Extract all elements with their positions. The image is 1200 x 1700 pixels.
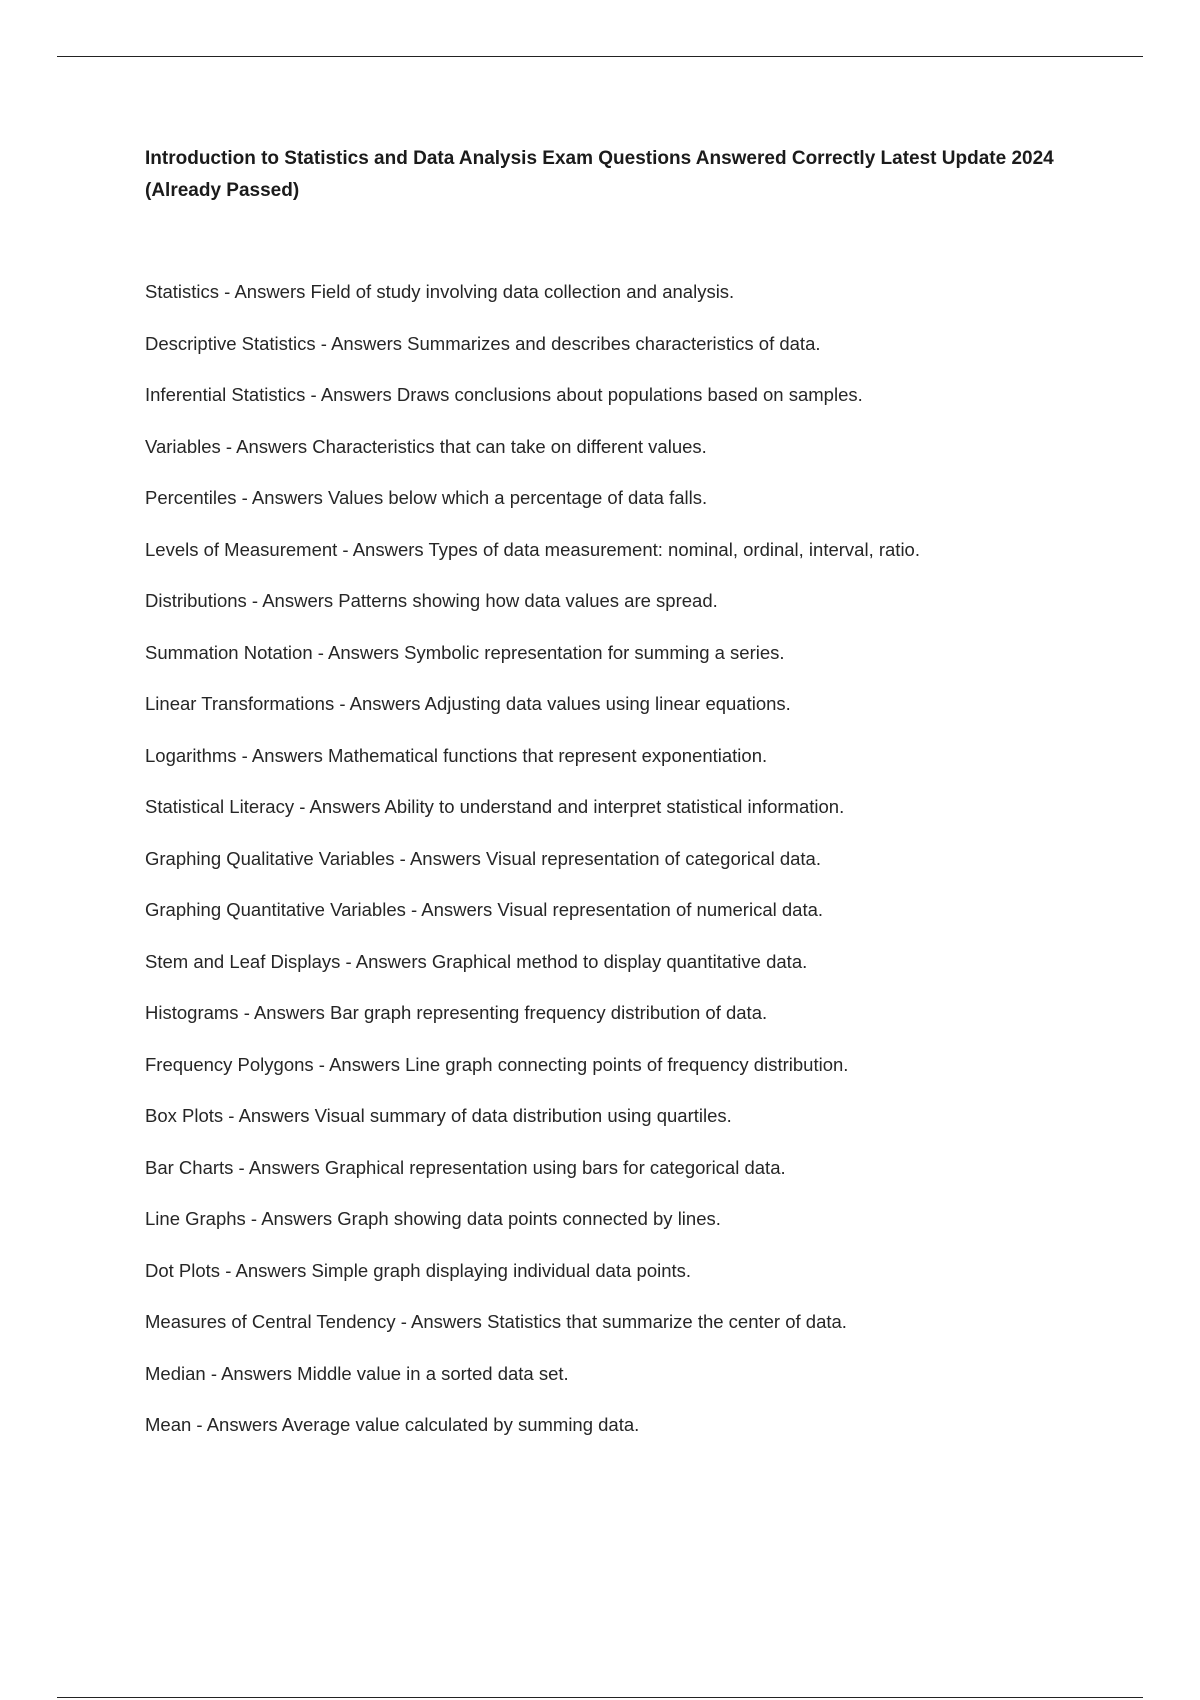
qa-item-statistics: Statistics - Answers Field of study involving data collection and analysis. (145, 281, 735, 302)
qa-item-linear-transformations: Linear Transformations - Answers Adjusting data values using linear equations. (145, 693, 791, 714)
qa-item-inferential-statistics: Inferential Statistics - Answers Draws conclusions about populations based on samples. (145, 384, 863, 405)
footer-rule (57, 1697, 1143, 1698)
qa-item-frequency-polygons: Frequency Polygons - Answers Line graph connecting points of frequency distribution. (145, 1053, 849, 1075)
qa-item-logarithms: Logarithms - Answers Mathematical functions that represent exponentiation. (145, 744, 768, 766)
qa-item-graphing-quantitative-variables: Graphing Quantitative Variables - Answers Visual representation of numerical data. (145, 899, 824, 920)
qa-item-measures-of-central-tendency: Measures of Central Tendency - Answers Statistics that summarize the center of data. (145, 1311, 847, 1332)
qa-item-bar-charts: Bar Charts - Answers Graphical representation using bars for categorical data. (145, 1156, 786, 1178)
qa-item-descriptive-statistics: Descriptive Statistics - Answers Summarizes and describes characteristics of data. (145, 332, 821, 354)
qa-item-graphing-qualitative-variables: Graphing Qualitative Variables - Answers Visual representation of categorical data. (145, 847, 821, 869)
qa-item-levels-of-measurement: Levels of Measurement - Answers Types of data measurement: nominal, ordinal, interval, ratio. (145, 538, 920, 560)
qa-item-line-graphs: Line Graphs - Answers Graph showing data points connected by lines. (145, 1208, 721, 1229)
qa-item-histograms: Histograms - Answers Bar graph representing frequency distribution of data. (145, 1002, 768, 1023)
qa-item-variables: Variables - Answers Characteristics that can take on different values. (145, 435, 707, 457)
header-rule (57, 56, 1143, 57)
qa-item-dot-plots: Dot Plots - Answers Simple graph displaying individual data points. (145, 1259, 692, 1281)
qa-item-stem-and-leaf-displays: Stem and Leaf Displays - Answers Graphical method to display quantitative data. (145, 950, 808, 972)
qa-item-statistical-literacy: Statistical Literacy - Answers Ability to understand and interpret statistical information. (145, 796, 845, 817)
qa-item-percentiles: Percentiles - Answers Values below which a percentage of data falls. (145, 487, 708, 508)
qa-item-distributions: Distributions - Answers Patterns showing how data values are spread. (145, 590, 718, 611)
document-title: Introduction to Statistics and Data Analysis Exam Questions Answered Correctly Latest Update 2024 (Already Passed) (145, 148, 1054, 201)
qa-item-mean: Mean - Answers Average value calculated by summing data. (145, 1414, 640, 1435)
qa-item-box-plots: Box Plots - Answers Visual summary of data distribution using quartiles. (145, 1105, 732, 1126)
qa-item-summation-notation: Summation Notation - Answers Symbolic representation for summing a series. (145, 641, 785, 663)
qa-item-median: Median - Answers Middle value in a sorted data set. (145, 1362, 569, 1384)
qa-list (145, 277, 1105, 1462)
